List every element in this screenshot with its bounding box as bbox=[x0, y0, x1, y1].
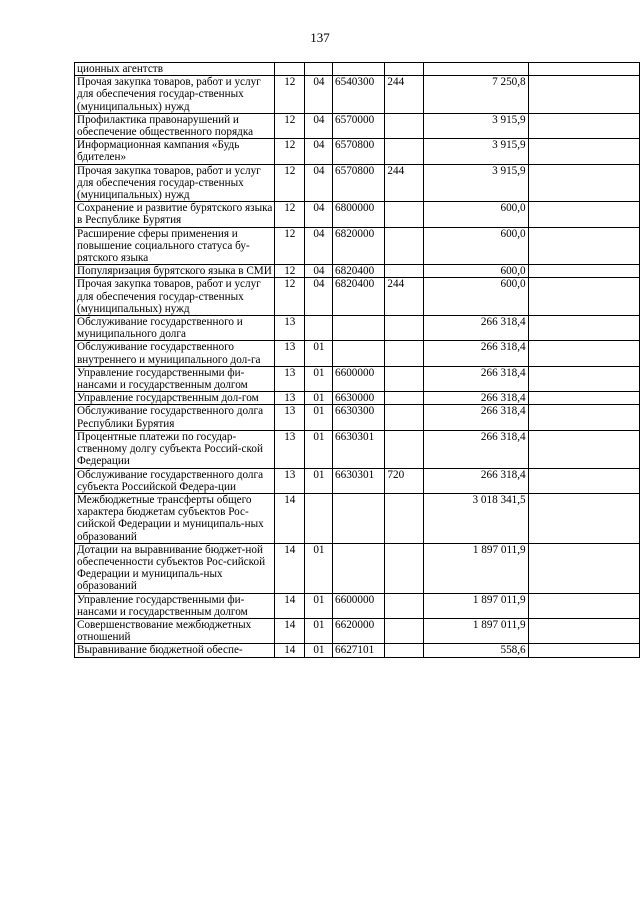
row-sum-cell: 3 915,9 bbox=[424, 164, 528, 202]
row-target-code-cell bbox=[333, 63, 385, 76]
row-empty-cell bbox=[528, 265, 639, 278]
row-target-code-cell: 6630301 bbox=[333, 468, 385, 493]
row-expense-type-cell bbox=[385, 202, 424, 227]
row-empty-cell bbox=[528, 113, 639, 138]
row-razdel-cell: 12 bbox=[274, 227, 304, 265]
row-empty-cell bbox=[528, 493, 639, 543]
row-sum-cell: 1 897 011,9 bbox=[424, 618, 528, 643]
row-sum-cell: 3 915,9 bbox=[424, 139, 528, 164]
row-sum-cell: 600,0 bbox=[424, 227, 528, 265]
row-name-cell: Популяризация бурятского языка в СМИ bbox=[75, 265, 275, 278]
row-empty-cell bbox=[528, 139, 639, 164]
row-target-code-cell: 6630000 bbox=[333, 392, 385, 405]
row-razdel-cell: 13 bbox=[274, 430, 304, 468]
row-name-cell: ционных агентств bbox=[75, 63, 275, 76]
row-name-cell: Прочая закупка товаров, работ и услуг для обеспечения государ-ственных (муниципальных) нужд bbox=[75, 164, 275, 202]
row-name-cell: Обслуживание государственного долга субъекта Российской Федера-ции bbox=[75, 468, 275, 493]
row-razdel-cell: 12 bbox=[274, 76, 304, 114]
row-expense-type-cell bbox=[385, 316, 424, 341]
row-name-cell: Прочая закупка товаров, работ и услуг для обеспечения государ-ственных (муниципальных) нужд bbox=[75, 76, 275, 114]
row-podrazdel-cell: 01 bbox=[304, 366, 332, 391]
row-target-code-cell bbox=[333, 493, 385, 543]
row-podrazdel-cell: 01 bbox=[304, 593, 332, 618]
row-empty-cell bbox=[528, 341, 639, 366]
table-row bbox=[75, 164, 640, 202]
row-razdel-cell: 13 bbox=[274, 366, 304, 391]
row-expense-type-cell bbox=[385, 265, 424, 278]
row-sum-cell: 3 915,9 bbox=[424, 113, 528, 138]
row-target-code-cell: 6800000 bbox=[333, 202, 385, 227]
row-podrazdel-cell: 04 bbox=[304, 113, 332, 138]
row-empty-cell bbox=[528, 278, 639, 316]
row-podrazdel-cell: 04 bbox=[304, 76, 332, 114]
row-podrazdel-cell: 04 bbox=[304, 164, 332, 202]
row-empty-cell bbox=[528, 405, 639, 430]
row-expense-type-cell bbox=[385, 430, 424, 468]
row-target-code-cell: 6630301 bbox=[333, 430, 385, 468]
table-row bbox=[75, 265, 640, 278]
row-target-code-cell bbox=[333, 316, 385, 341]
row-razdel-cell: 14 bbox=[274, 618, 304, 643]
row-sum-cell bbox=[424, 63, 528, 76]
row-expense-type-cell bbox=[385, 113, 424, 138]
row-name-cell: Прочая закупка товаров, работ и услуг для обеспечения государ-ственных (муниципальных) нужд bbox=[75, 278, 275, 316]
row-sum-cell: 3 018 341,5 bbox=[424, 493, 528, 543]
row-sum-cell: 600,0 bbox=[424, 202, 528, 227]
row-empty-cell bbox=[528, 76, 639, 114]
row-empty-cell bbox=[528, 543, 639, 593]
row-target-code-cell: 6570800 bbox=[333, 139, 385, 164]
row-expense-type-cell: 244 bbox=[385, 278, 424, 316]
row-sum-cell: 266 318,4 bbox=[424, 341, 528, 366]
table-row bbox=[75, 405, 640, 430]
row-target-code-cell: 6627101 bbox=[333, 644, 385, 657]
row-podrazdel-cell: 01 bbox=[304, 543, 332, 593]
row-empty-cell bbox=[528, 316, 639, 341]
row-razdel-cell bbox=[274, 63, 304, 76]
row-empty-cell bbox=[528, 63, 639, 76]
row-empty-cell bbox=[528, 202, 639, 227]
row-razdel-cell: 13 bbox=[274, 316, 304, 341]
row-target-code-cell: 6620000 bbox=[333, 618, 385, 643]
row-name-cell: Обслуживание государственного и муниципального долга bbox=[75, 316, 275, 341]
row-empty-cell bbox=[528, 164, 639, 202]
table-row bbox=[75, 113, 640, 138]
row-sum-cell: 266 318,4 bbox=[424, 468, 528, 493]
row-sum-cell: 266 318,4 bbox=[424, 366, 528, 391]
row-razdel-cell: 14 bbox=[274, 593, 304, 618]
table-row bbox=[75, 202, 640, 227]
table-row bbox=[75, 139, 640, 164]
row-expense-type-cell bbox=[385, 644, 424, 657]
row-empty-cell bbox=[528, 430, 639, 468]
row-podrazdel-cell: 01 bbox=[304, 341, 332, 366]
table-row bbox=[75, 76, 640, 114]
row-podrazdel-cell: 01 bbox=[304, 405, 332, 430]
row-target-code-cell: 6630300 bbox=[333, 405, 385, 430]
row-razdel-cell: 13 bbox=[274, 405, 304, 430]
row-sum-cell: 558,6 bbox=[424, 644, 528, 657]
row-target-code-cell: 6820400 bbox=[333, 278, 385, 316]
row-podrazdel-cell: 01 bbox=[304, 430, 332, 468]
row-sum-cell: 1 897 011,9 bbox=[424, 543, 528, 593]
row-expense-type-cell bbox=[385, 392, 424, 405]
row-razdel-cell: 13 bbox=[274, 341, 304, 366]
row-expense-type-cell bbox=[385, 366, 424, 391]
row-target-code-cell: 6820400 bbox=[333, 265, 385, 278]
table-row bbox=[75, 618, 640, 643]
row-expense-type-cell: 720 bbox=[385, 468, 424, 493]
row-target-code-cell: 6600000 bbox=[333, 593, 385, 618]
table-row bbox=[75, 468, 640, 493]
row-expense-type-cell bbox=[385, 139, 424, 164]
row-expense-type-cell bbox=[385, 63, 424, 76]
row-podrazdel-cell bbox=[304, 493, 332, 543]
row-razdel-cell: 14 bbox=[274, 644, 304, 657]
row-podrazdel-cell: 04 bbox=[304, 139, 332, 164]
table-row bbox=[75, 430, 640, 468]
row-razdel-cell: 13 bbox=[274, 392, 304, 405]
row-target-code-cell bbox=[333, 341, 385, 366]
row-expense-type-cell bbox=[385, 493, 424, 543]
row-razdel-cell: 12 bbox=[274, 278, 304, 316]
row-razdel-cell: 13 bbox=[274, 468, 304, 493]
table-row bbox=[75, 227, 640, 265]
row-name-cell: Сохранение и развитие бурятского языка в Республике Бурятия bbox=[75, 202, 275, 227]
table-row bbox=[75, 493, 640, 543]
row-expense-type-cell bbox=[385, 593, 424, 618]
table-row bbox=[75, 644, 640, 657]
table-row bbox=[75, 341, 640, 366]
table-body bbox=[75, 63, 640, 658]
row-expense-type-cell bbox=[385, 405, 424, 430]
row-podrazdel-cell: 01 bbox=[304, 392, 332, 405]
table-row bbox=[75, 63, 640, 76]
row-sum-cell: 266 318,4 bbox=[424, 316, 528, 341]
row-expense-type-cell bbox=[385, 341, 424, 366]
row-razdel-cell: 12 bbox=[274, 139, 304, 164]
row-target-code-cell: 6570000 bbox=[333, 113, 385, 138]
budget-table bbox=[74, 62, 640, 658]
table-row bbox=[75, 593, 640, 618]
row-sum-cell: 1 897 011,9 bbox=[424, 593, 528, 618]
row-expense-type-cell: 244 bbox=[385, 164, 424, 202]
row-target-code-cell: 6820000 bbox=[333, 227, 385, 265]
table-row bbox=[75, 316, 640, 341]
row-empty-cell bbox=[528, 618, 639, 643]
row-podrazdel-cell: 04 bbox=[304, 202, 332, 227]
row-sum-cell: 266 318,4 bbox=[424, 405, 528, 430]
row-name-cell: Информационная кампания «Будь бдителен» bbox=[75, 139, 275, 164]
row-podrazdel-cell: 01 bbox=[304, 644, 332, 657]
row-sum-cell: 266 318,4 bbox=[424, 392, 528, 405]
row-razdel-cell: 12 bbox=[274, 113, 304, 138]
table-row bbox=[75, 392, 640, 405]
row-empty-cell bbox=[528, 644, 639, 657]
row-target-code-cell: 6570800 bbox=[333, 164, 385, 202]
row-expense-type-cell bbox=[385, 227, 424, 265]
row-expense-type-cell bbox=[385, 543, 424, 593]
row-razdel-cell: 12 bbox=[274, 265, 304, 278]
row-sum-cell: 600,0 bbox=[424, 265, 528, 278]
page-number: 137 bbox=[310, 30, 330, 45]
row-empty-cell bbox=[528, 227, 639, 265]
row-sum-cell: 7 250,8 bbox=[424, 76, 528, 114]
row-name-cell: Дотации на выравнивание бюджет-ной обеспеченности субъектов Рос-сийской Федерации и муниципаль-ных образований bbox=[75, 543, 275, 593]
row-name-cell: Управление государственным дол-гом bbox=[75, 392, 275, 405]
row-expense-type-cell bbox=[385, 618, 424, 643]
row-razdel-cell: 12 bbox=[274, 164, 304, 202]
table-row bbox=[75, 366, 640, 391]
row-podrazdel-cell: 04 bbox=[304, 278, 332, 316]
row-podrazdel-cell: 01 bbox=[304, 468, 332, 493]
row-empty-cell bbox=[528, 366, 639, 391]
row-name-cell: Профилактика правонарушений и обеспечение общественного порядка bbox=[75, 113, 275, 138]
row-name-cell: Выравнивание бюджетной обеспе- bbox=[75, 644, 275, 657]
row-expense-type-cell: 244 bbox=[385, 76, 424, 114]
row-name-cell: Межбюджетные трансферты общего характера бюджетам субъектов Рос-сийской Федерации и муниципаль-ных образований bbox=[75, 493, 275, 543]
row-empty-cell bbox=[528, 593, 639, 618]
row-razdel-cell: 14 bbox=[274, 493, 304, 543]
row-name-cell: Обслуживание государственного внутреннего и муниципального дол-га bbox=[75, 341, 275, 366]
row-name-cell: Управление государственными фи-нансами и государственным долгом bbox=[75, 366, 275, 391]
row-empty-cell bbox=[528, 392, 639, 405]
row-sum-cell: 266 318,4 bbox=[424, 430, 528, 468]
row-name-cell: Управление государственными фи-нансами и государственным долгом bbox=[75, 593, 275, 618]
table-row bbox=[75, 543, 640, 593]
table-row bbox=[75, 278, 640, 316]
row-podrazdel-cell: 04 bbox=[304, 227, 332, 265]
row-name-cell: Процентные платежи по государ-ственному долгу субъекта Россий-ской Федерации bbox=[75, 430, 275, 468]
row-podrazdel-cell: 01 bbox=[304, 618, 332, 643]
row-razdel-cell: 14 bbox=[274, 543, 304, 593]
row-sum-cell: 600,0 bbox=[424, 278, 528, 316]
row-podrazdel-cell bbox=[304, 63, 332, 76]
row-razdel-cell: 12 bbox=[274, 202, 304, 227]
row-name-cell: Обслуживание государственного долга Республики Бурятия bbox=[75, 405, 275, 430]
row-target-code-cell: 6540300 bbox=[333, 76, 385, 114]
row-empty-cell bbox=[528, 468, 639, 493]
row-target-code-cell bbox=[333, 543, 385, 593]
row-target-code-cell: 6600000 bbox=[333, 366, 385, 391]
row-podrazdel-cell bbox=[304, 316, 332, 341]
row-podrazdel-cell: 04 bbox=[304, 265, 332, 278]
row-name-cell: Расширение сферы применения и повышение социального статуса бу-рятского языка bbox=[75, 227, 275, 265]
row-name-cell: Совершенствование межбюджетных отношений bbox=[75, 618, 275, 643]
